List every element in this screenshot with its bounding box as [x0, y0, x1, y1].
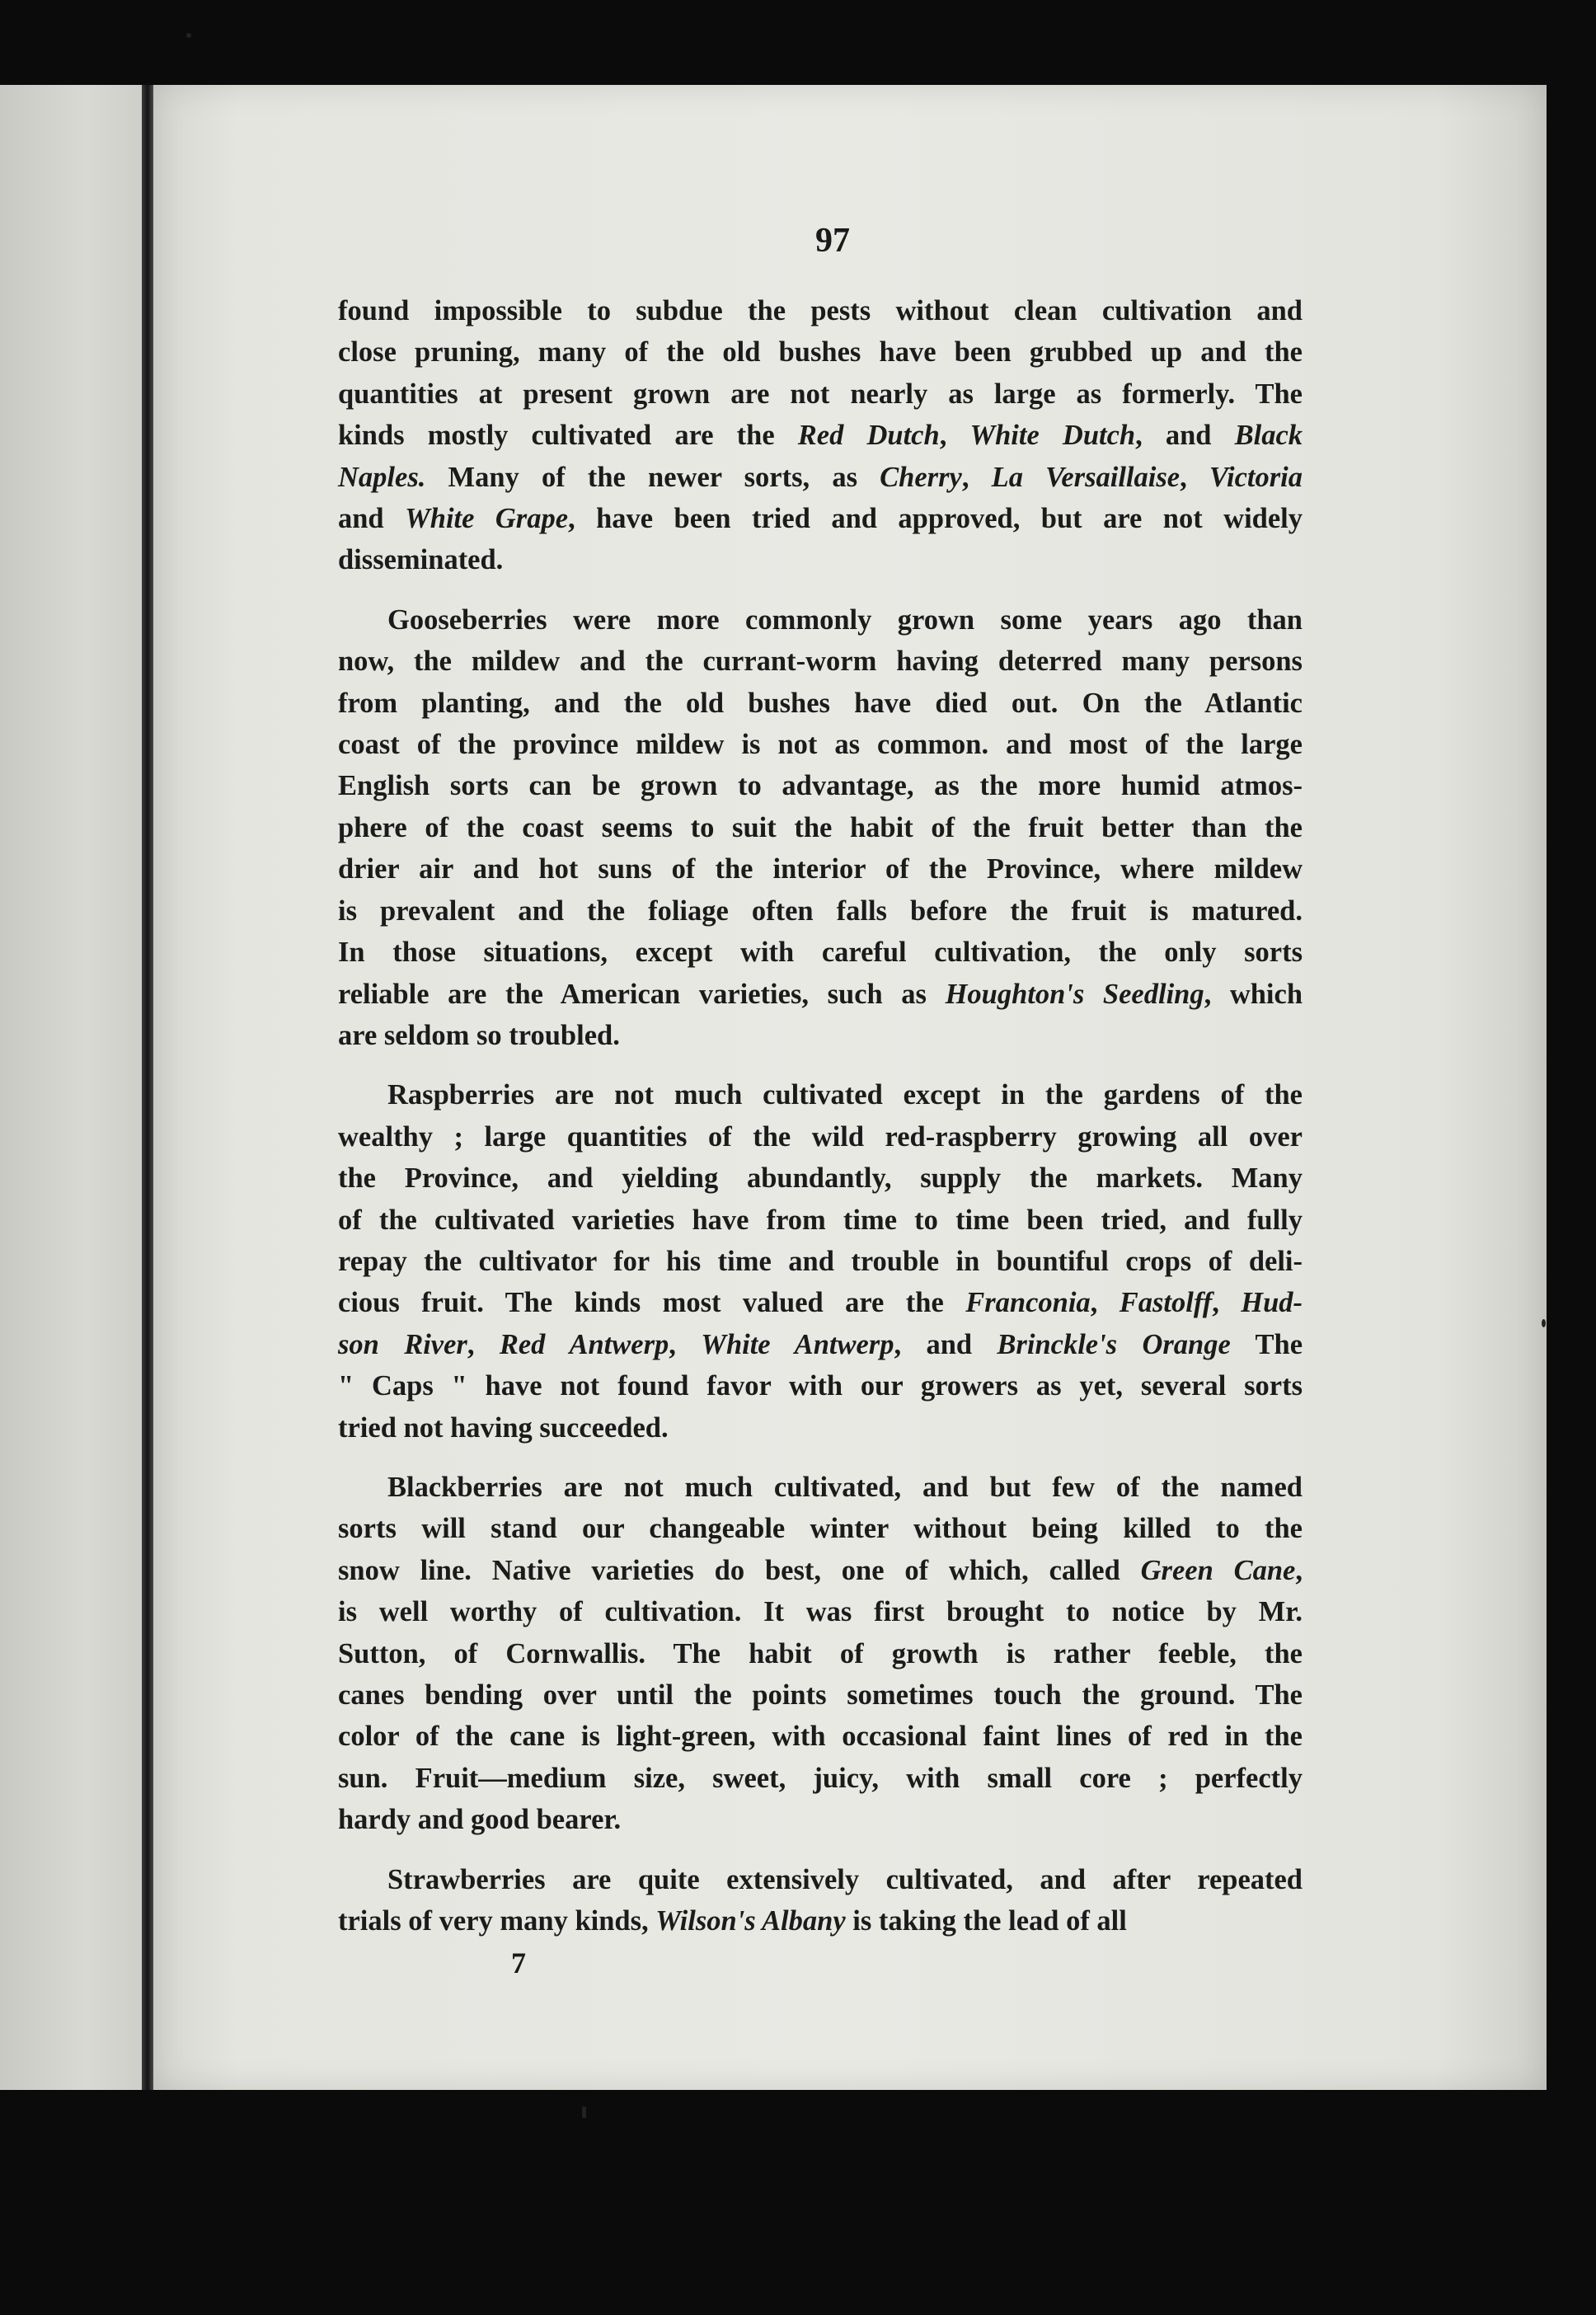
text-run: ,: [467, 1328, 500, 1360]
text-run: and: [338, 503, 406, 535]
text-line: [338, 807, 1303, 848]
text-run: now, the mildew and the currant-worm having deterred many persons: [338, 646, 1303, 678]
text-line: [338, 1158, 1303, 1199]
text-run: ,: [1180, 461, 1209, 493]
text-run: hardy and good bearer.: [338, 1804, 622, 1836]
italic-text-run: Cherry: [880, 461, 962, 493]
italic-text-run: Houghton's Seedling: [945, 978, 1204, 1010]
text-line: [338, 641, 1303, 682]
italic-text-run: La Versaillaise: [991, 461, 1181, 493]
page-number: 97: [815, 222, 850, 260]
text-line: [338, 683, 1303, 724]
text-run: kinds mostly cultivated are the: [338, 420, 798, 452]
italic-text-run: Franconia: [965, 1287, 1091, 1319]
text-line: [338, 1900, 1303, 1942]
italic-text-run: Red Antwerp: [499, 1328, 669, 1360]
scan-speck: [1542, 1319, 1546, 1327]
text-line: [338, 373, 1303, 415]
italic-text-run: Naples.: [338, 461, 426, 493]
printer-signature-mark: 7: [511, 1946, 526, 1979]
text-run: color of the cane is light-green, with occasional faint lines of red in the: [338, 1721, 1303, 1753]
text-run: of the cultivated varieties have from time to time been tried, and fully: [338, 1204, 1303, 1236]
text-run: , have been tried and approved, but are not widely: [568, 503, 1303, 535]
text-run: , and: [894, 1328, 998, 1360]
italic-text-run: Green Cane: [1140, 1554, 1296, 1586]
text-line: [338, 1716, 1303, 1757]
text-run: sorts will stand our changeable winter without being killed to the: [338, 1513, 1303, 1545]
text-line: [338, 539, 1303, 580]
text-run: snow line. Native varieties do best, one of which, called: [338, 1554, 1141, 1586]
text-run: close pruning, many of the old bushes have been grubbed up and the: [338, 336, 1303, 369]
text-line: [338, 457, 1303, 498]
text-line: [338, 1591, 1303, 1632]
text-run: reliable are the American varieties, such as: [338, 978, 946, 1010]
facing-page-edge: [0, 85, 142, 2090]
text-run: is prevalent and the foliage often falls before the fruit is matured.: [338, 895, 1303, 927]
text-line: [338, 599, 1303, 641]
text-line: [338, 848, 1303, 890]
text-run: ,: [1212, 1287, 1242, 1319]
scan-speck: [582, 2106, 586, 2118]
text-line: [338, 890, 1303, 932]
text-line: [338, 1467, 1303, 1508]
text-line: [338, 1015, 1303, 1056]
text-run: Gooseberries were more commonly grown some years ago than: [387, 603, 1303, 636]
text-run: Sutton, of Cornwallis. The habit of growth is rather feeble, the: [338, 1637, 1303, 1669]
text-run: ,: [961, 461, 992, 493]
text-line: [338, 1324, 1303, 1365]
text-run: Raspberries are not much cultivated except in the gardens of the: [387, 1079, 1303, 1111]
text-line: [338, 1550, 1303, 1591]
text-run: cious fruit. The kinds most valued are the: [338, 1287, 966, 1319]
text-run: trials of very many kinds,: [338, 1905, 656, 1937]
text-run: ,: [1090, 1287, 1120, 1319]
text-run: repay the cultivator for his time and trouble in bountiful crops of deli-: [338, 1245, 1303, 1277]
text-run: is taking the lead of all: [845, 1905, 1127, 1937]
text-run: The: [1230, 1328, 1303, 1360]
page-body-text: [338, 290, 1303, 1942]
text-line: [338, 1799, 1303, 1840]
text-run: ,: [939, 420, 970, 452]
text-line: [338, 1859, 1303, 1900]
text-run: phere of the coast seems to suit the habit of the fruit better than the: [338, 811, 1303, 843]
italic-text-run: son River: [338, 1328, 467, 1360]
text-line: [338, 724, 1303, 765]
text-run: tried not having succeeded.: [338, 1411, 669, 1444]
italic-text-run: White Dutch: [969, 420, 1136, 452]
text-line: [338, 932, 1303, 973]
text-line: [338, 290, 1303, 331]
italic-text-run: Red Dutch: [797, 420, 940, 452]
italic-text-run: Black: [1234, 420, 1303, 452]
text-run: found impossible to subdue the pests without clean cultivation and: [338, 295, 1303, 326]
text-run: from planting, and the old bushes have died out. On the Atlantic: [338, 687, 1303, 719]
text-run: Strawberries are quite extensively cultivated, and after repeated: [387, 1863, 1303, 1895]
text-run: are seldom so troubled.: [338, 1019, 620, 1051]
text-line: [338, 765, 1303, 806]
text-line: [338, 1674, 1303, 1716]
italic-text-run: Wilson's Albany: [655, 1905, 846, 1937]
text-run: , which: [1204, 978, 1303, 1010]
text-run: canes bending over until the points sometimes touch the ground. The: [338, 1679, 1303, 1711]
text-run: English sorts can be grown to advantage, as the more humid atmos-: [338, 770, 1303, 802]
text-run: ,: [669, 1328, 702, 1360]
text-run: coast of the province mildew is not as common. and most of the large: [338, 729, 1303, 761]
text-line: [338, 1200, 1303, 1241]
text-run: ,: [1295, 1554, 1303, 1586]
text-line: [338, 1407, 1303, 1449]
text-line: [338, 1282, 1303, 1323]
text-run: drier air and hot suns of the interior of the Province, where mildew: [338, 853, 1303, 885]
text-line: [338, 498, 1303, 539]
text-run: sun. Fruit—medium size, sweet, juicy, with small core ; perfectly: [338, 1762, 1303, 1794]
text-run: , and: [1135, 420, 1235, 452]
text-run: disseminated.: [338, 544, 504, 576]
text-run: " Caps " have not found favor with our growers as yet, several sorts: [338, 1370, 1303, 1402]
text-line: [338, 1074, 1303, 1115]
italic-text-run: Hud-: [1241, 1287, 1303, 1319]
text-line: [338, 1758, 1303, 1799]
scan-speck: [186, 33, 191, 38]
italic-text-run: White Grape: [405, 503, 569, 535]
text-run: In those situations, except with careful cultivation, the only sorts: [338, 937, 1303, 969]
italic-text-run: Victoria: [1209, 461, 1303, 493]
italic-text-run: Fastolff: [1119, 1287, 1213, 1319]
text-run: the Province, and yielding abundantly, supply the markets. Many: [338, 1162, 1303, 1195]
italic-text-run: Brinckle's Orange: [997, 1328, 1231, 1360]
text-line: [338, 331, 1303, 373]
text-line: [338, 1365, 1303, 1406]
text-run: Many of the newer sorts, as: [425, 461, 880, 493]
text-line: [338, 1633, 1303, 1674]
text-line: [338, 415, 1303, 456]
text-run: Blackberries are not much cultivated, and but few of the named: [387, 1471, 1303, 1503]
text-line: [338, 1116, 1303, 1158]
italic-text-run: White Antwerp: [701, 1328, 894, 1360]
text-line: [338, 1508, 1303, 1549]
text-line: [338, 1241, 1303, 1282]
book-gutter: [142, 85, 153, 2090]
text-line: [338, 974, 1303, 1015]
text-run: quantities at present grown are not nearly as large as formerly. The: [338, 378, 1303, 410]
text-run: wealthy ; large quantities of the wild red-raspberry growing all over: [338, 1120, 1303, 1153]
text-run: is well worthy of cultivation. It was first brought to notice by Mr.: [338, 1596, 1303, 1628]
